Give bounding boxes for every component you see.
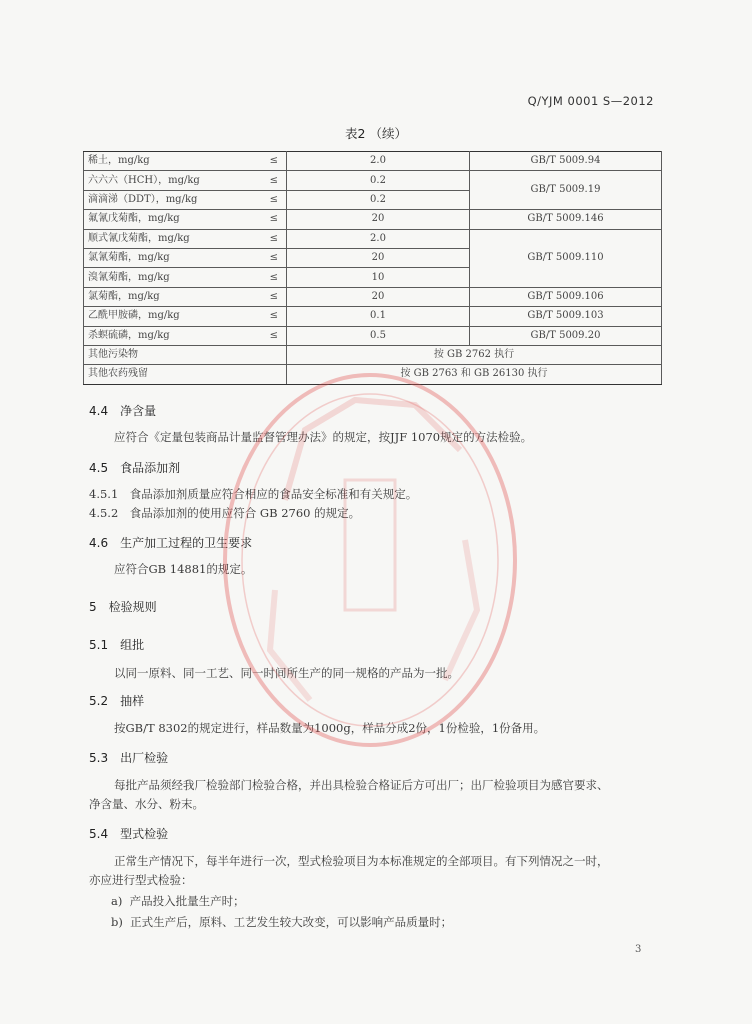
section-4-5-title: 4.5 食品添加剂	[89, 461, 181, 475]
doc-code: Q/YJM 0001 S—2012	[527, 94, 654, 108]
table-row	[84, 152, 662, 171]
section-5-title: 5 检验规则	[89, 600, 157, 614]
section-5-3-line1: 每批产品须经我厂检验部门检验合格，并出具检验合格证后方可出厂；出厂检验项目为感官要求、	[114, 778, 609, 792]
table-cell-op: ≤	[254, 229, 287, 248]
table-cell-value: 2.0	[287, 152, 470, 171]
table-cell-item: 六六六（HCH），mg/kg	[84, 171, 254, 190]
table-cell-value: 2.0	[287, 229, 470, 248]
table-cell-op: ≤	[254, 307, 287, 326]
list-item	[111, 914, 452, 930]
table-cell-method: GB/T 5009.110	[470, 229, 662, 287]
table-cell-item: 杀螟硫磷，mg/kg	[84, 326, 254, 345]
table-cell-method: GB/T 5009.94	[470, 152, 662, 171]
table-cell-op: ≤	[254, 287, 287, 306]
table-cell-value: 0.1	[287, 307, 470, 326]
table-cell-value: 10	[287, 268, 470, 287]
table-cell-value: 0.2	[287, 190, 470, 209]
list-text: 正式生产后，原料、工艺发生较大改变，可以影响产品质量时；	[130, 915, 453, 929]
table-row	[84, 171, 662, 190]
table-cell-value: 20	[287, 210, 470, 229]
table-cell-value: 0.5	[287, 326, 470, 345]
table-cell-item: 氯菊酯，mg/kg	[84, 287, 254, 306]
table-row	[84, 365, 662, 384]
table-cell-item: 滴滴涕（DDT），mg/kg	[84, 190, 254, 209]
limits-table	[83, 151, 662, 385]
table-cell-method: GB/T 5009.103	[470, 307, 662, 326]
table-cell-item: 氯氰菊酯，mg/kg	[84, 248, 254, 267]
table-row	[84, 326, 662, 345]
table-cell-item: 稀土，mg/kg	[84, 152, 254, 171]
section-4-6-title: 4.6 生产加工过程的卫生要求	[89, 536, 253, 550]
section-4-4-text: 应符合《定量包装商品计量监督管理办法》的规定，按JJF 1070规定的方法检验。	[114, 430, 533, 444]
table-row	[84, 210, 662, 229]
section-5-2-title: 5.2 抽样	[89, 694, 145, 708]
section-5-4-title: 5.4 型式检验	[89, 827, 169, 841]
list-item	[111, 893, 245, 909]
table-cell-op: ≤	[254, 248, 287, 267]
list-marker: b)	[111, 915, 123, 929]
table-cell-op: ≤	[254, 210, 287, 229]
section-5-3-line2: 净含量、水分、粉末。	[89, 797, 204, 811]
list-marker: a)	[111, 894, 123, 908]
table-cell-value: 0.2	[287, 171, 470, 190]
section-4-5-1-text: 4.5.1 食品添加剂质量应符合相应的食品安全标准和有关规定。	[89, 487, 418, 501]
table-cell-op: ≤	[254, 152, 287, 171]
table-cell-op: ≤	[254, 268, 287, 287]
table-row	[84, 345, 662, 364]
table-cell-op: ≤	[254, 326, 287, 345]
section-4-6-text: 应符合GB 14881的规定。	[114, 562, 253, 576]
section-4-4-title: 4.4 净含量	[89, 404, 157, 418]
table-cell-value: 20	[287, 287, 470, 306]
table-cell-value: 20	[287, 248, 470, 267]
table-cell-method: GB/T 5009.20	[470, 326, 662, 345]
table-cell-item: 乙酰甲胺磷，mg/kg	[84, 307, 254, 326]
table-cell-item: 顺式氰戊菊酯，mg/kg	[84, 229, 254, 248]
section-5-4-line2: 亦应进行型式检验：	[89, 873, 193, 887]
table-cell-item: 其他农药残留	[84, 365, 287, 384]
table-cell-item: 溴氰菊酯，mg/kg	[84, 268, 254, 287]
section-4-5-2-text: 4.5.2 食品添加剂的使用应符合 GB 2760 的规定。	[89, 506, 361, 520]
table-cell-method: GB/T 5009.19	[470, 171, 662, 210]
section-5-4-line1: 正常生产情况下，每半年进行一次，型式检验项目为本标准规定的全部项目。有下列情况之一时，	[114, 854, 609, 868]
table-cell-item: 氟氰戊菊酯，mg/kg	[84, 210, 254, 229]
section-5-3-title: 5.3 出厂检验	[89, 751, 169, 765]
table-row	[84, 229, 662, 248]
section-5-1-text: 以同一原料、同一工艺、同一时间所生产的同一规格的产品为一批。	[114, 666, 459, 680]
table-cell-method: GB/T 5009.146	[470, 210, 662, 229]
section-5-2-text: 按GB/T 8302的规定进行，样品数量为1000g，样品分成2份，1份检验，1份备用。	[114, 721, 546, 735]
section-5-1-title: 5.1 组批	[89, 638, 145, 652]
table-cell-method: 按 GB 2763 和 GB 26130 执行	[287, 365, 662, 384]
table-row	[84, 307, 662, 326]
table-row	[84, 287, 662, 306]
list-text: 产品投入批量生产时；	[129, 894, 245, 908]
table-cell-item: 其他污染物	[84, 345, 287, 364]
table-cell-op: ≤	[254, 190, 287, 209]
table-caption: 表2 （续）	[345, 126, 407, 141]
table-cell-method: 按 GB 2762 执行	[287, 345, 662, 364]
table-cell-method: GB/T 5009.106	[470, 287, 662, 306]
page-number: 3	[635, 944, 642, 955]
table-cell-op: ≤	[254, 171, 287, 190]
